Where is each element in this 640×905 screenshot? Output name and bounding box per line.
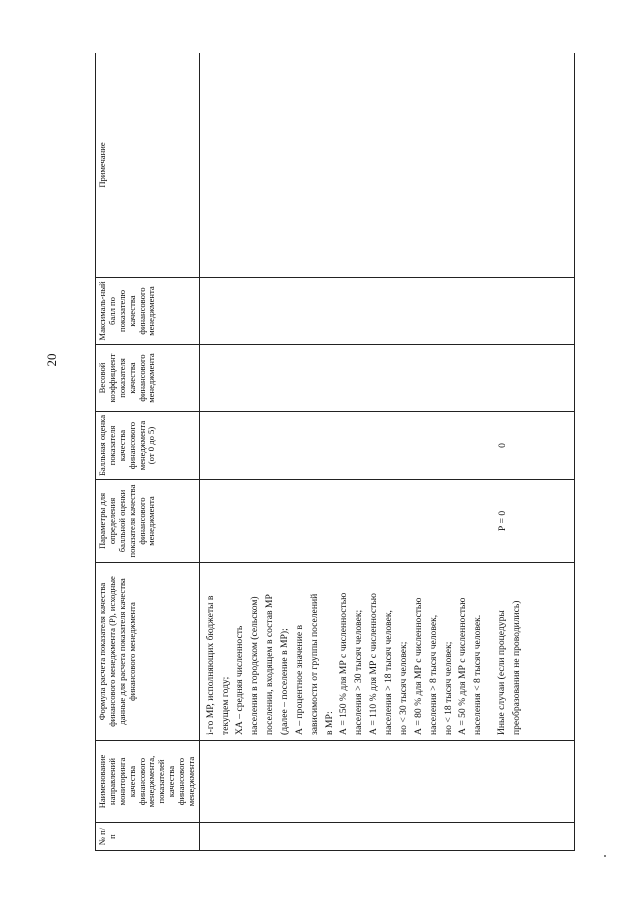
score-wrap xyxy=(202,415,572,476)
cell-weight xyxy=(199,345,574,412)
header-formula: Формула расчета показателя качества финансового менеджмента (Р), исходные данные для расчета показателя качества финансового менеджмента xyxy=(96,563,200,741)
param-value: Р = 0 xyxy=(496,510,508,532)
formula-line: А = 50 % для МР с численностью xyxy=(457,597,469,735)
formula-line: (далее – поселение в МР); xyxy=(279,628,291,735)
cell-note xyxy=(199,53,574,278)
other-cases-line: преобразования не проводились) xyxy=(510,600,522,735)
header-max: Максималь-ный балл по показателю качества финансового менеджмента xyxy=(96,278,200,345)
scan-artifact-dot xyxy=(604,855,606,857)
formula-line: А = 110 % для МР с численностью xyxy=(368,593,380,735)
table-viewport xyxy=(95,53,575,851)
formula-line: населения < 8 тысяч человек. xyxy=(472,614,484,735)
formula-line: в МР: xyxy=(323,711,335,735)
header-note: Примечание xyxy=(96,53,200,278)
score-value: 0 xyxy=(496,443,508,448)
cell-num xyxy=(199,823,574,851)
header-num: № п/п xyxy=(96,823,200,851)
formula-line: но < 30 тысяч человек; xyxy=(397,641,409,735)
rotated-table-container xyxy=(95,53,575,851)
quality-indicators-table xyxy=(95,53,575,851)
formula-line: зависимости от группы поселений xyxy=(308,593,320,735)
formula-line: населения > 8 тысяч человек, xyxy=(427,614,439,735)
page-number: 20 xyxy=(44,353,59,367)
cell-max xyxy=(199,278,574,345)
header-direction: Наименование направлений мониторинга качества финансового менеджмента, показателей качества финансового менеджмента xyxy=(96,741,200,823)
cell-params xyxy=(199,480,574,563)
cell-formula xyxy=(199,563,574,741)
other-cases-line: Иные случаи (если процедуры xyxy=(496,610,508,735)
formula-line: населения в городском (сельском) xyxy=(249,596,261,735)
formula-line: А = 80 % для МР с численностью xyxy=(412,597,424,735)
formula-line: поселении, входящем в состав МР xyxy=(264,594,276,735)
formula-line: А = 150 % для МР с численностью xyxy=(338,592,350,735)
formula-line: населения > 30 тысяч человек; xyxy=(353,609,365,735)
formula-line: i-го МР, исполняющих бюджеты в xyxy=(204,595,216,735)
spacer xyxy=(486,568,495,735)
header-score: Балльная оценка показателя качества финансового менеджмента (от 0 до 5) xyxy=(96,412,200,480)
params-wrap xyxy=(202,483,572,559)
formula-line: но < 18 тысяч человек; xyxy=(442,641,454,735)
cell-score xyxy=(199,412,574,480)
cell-direction xyxy=(199,741,574,823)
formula-line: ХА – средняя численность xyxy=(234,625,246,735)
formula-line: населения > 18 тысяч человек, xyxy=(383,610,395,735)
header-params: Параметры для определения балльной оценки показателя качества финансового менеджмента xyxy=(96,480,200,563)
formula-line: текущем году; xyxy=(219,676,231,735)
header-weight: Весовой коэффициент показателя качества финансового менеджмента xyxy=(96,345,200,412)
formula-line: А – процентное значение в xyxy=(293,624,305,735)
table-header-row xyxy=(96,53,200,851)
table-row xyxy=(199,53,574,851)
